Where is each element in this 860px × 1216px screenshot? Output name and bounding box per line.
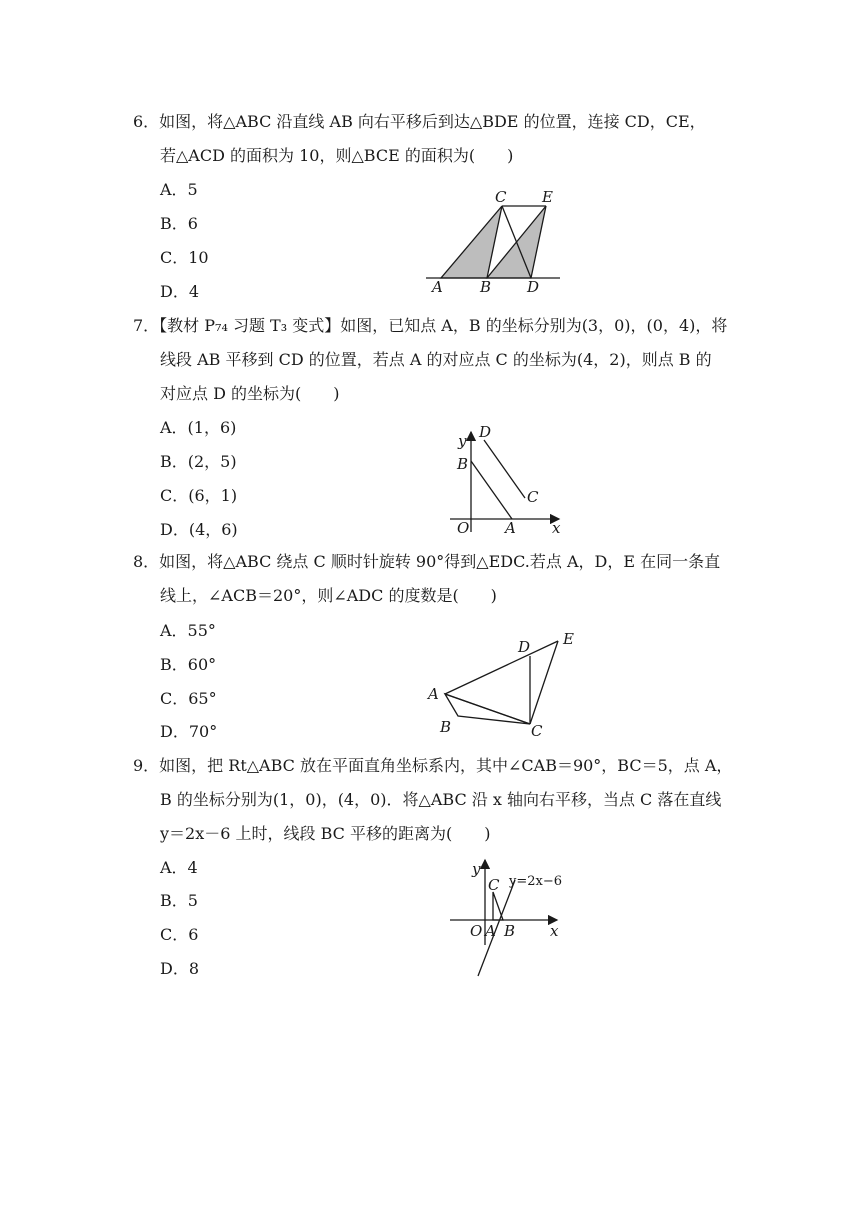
q6-label-c: C [495,188,507,206]
q7-label-d: D [479,423,492,441]
q6-figure [420,180,570,300]
q8-option-c: C．65° [160,689,217,708]
q6-label-d: D [527,278,540,296]
q9-axis-x-label: x [550,922,559,940]
q8-label-d: D [518,638,531,656]
q8-figure [425,625,585,740]
q6-option-c: C．10 [160,248,209,267]
q7-text-line-2: 线段 AB 平移到 CD 的位置，若点 A 的对应点 C 的坐标为(4，2)，则点 B 的 [160,350,712,369]
q7-axis-x-label: x [552,519,561,537]
q7-label-c: C [527,488,539,506]
q7-option-a: A．(1，6) [160,418,237,437]
q9-option-a: A．4 [160,858,198,877]
q9-option-c: C．6 [160,925,199,944]
q8-option-d: D．70° [160,722,218,741]
q7-label-a: A [505,519,516,537]
q8-label-a: A [428,685,439,703]
q7-text-line-3: 对应点 D 的坐标为( ) [160,384,340,403]
q8-text-line-2: 线上，∠ACB＝20°，则∠ADC 的度数是( ) [160,586,497,605]
q9-option-d: D．8 [160,959,200,978]
q6-label-a: A [432,278,443,296]
q9-line-equation-label: y=2x−6 [509,874,563,889]
q9-label-b: B [504,922,516,940]
q6-label-b: B [480,278,492,296]
q9-label-o: O [470,922,483,940]
q8-option-b: B．60° [160,655,217,674]
q7-label-o: O [457,519,470,537]
q9-axis-y-label: y [472,860,481,878]
q6-option-b: B．6 [160,214,198,233]
q9-figure [445,850,570,980]
q7-label-b: B [457,455,469,473]
q6-text-line-1: 6．如图，将△ABC 沿直线 AB 向右平移后到达△BDE 的位置，连接 CD，CE， [133,112,706,131]
q7-text-line-1: 7．【教材 P₇₄ 习题 T₃ 变式】如图，已知点 A，B 的坐标分别为(3，0)，(0，4)，将 [133,316,728,335]
q6-option-d: D．4 [160,282,200,301]
q7-figure [445,420,570,540]
q8-label-e: E [563,630,574,648]
q8-label-c: C [531,722,543,740]
q6-option-a: A．5 [160,180,198,199]
q9-label-a: A [485,922,496,940]
q9-text-line-3: y＝2x－6 上时，线段 BC 平移的距离为( ) [160,824,491,843]
q7-option-c: C．(6，1) [160,486,238,505]
q8-option-a: A．55° [160,621,216,640]
q9-option-b: B．5 [160,891,198,910]
q7-axis-y-label: y [458,432,467,450]
q6-text-line-2: 若△ACD 的面积为 10，则△BCE 的面积为( ) [160,146,514,165]
q7-option-d: D．(4，6) [160,520,238,539]
q8-label-b: B [440,718,452,736]
q7-option-b: B．(2，5) [160,452,237,471]
q6-label-e: E [542,188,553,206]
q9-text-line-2: B 的坐标分别为(1，0)，(4，0)．将△ABC 沿 x 轴向右平移，当点 C 落在直线 [160,790,722,809]
q8-text-line-1: 8．如图，将△ABC 绕点 C 顺时针旋转 90°得到△EDC.若点 A，D，E 在同一条直 [133,552,721,571]
q9-text-line-1: 9．如图，把 Rt△ABC 放在平面直角坐标系内，其中∠CAB＝90°，BC＝5，点 A， [133,756,733,775]
q9-label-c: C [488,876,500,894]
